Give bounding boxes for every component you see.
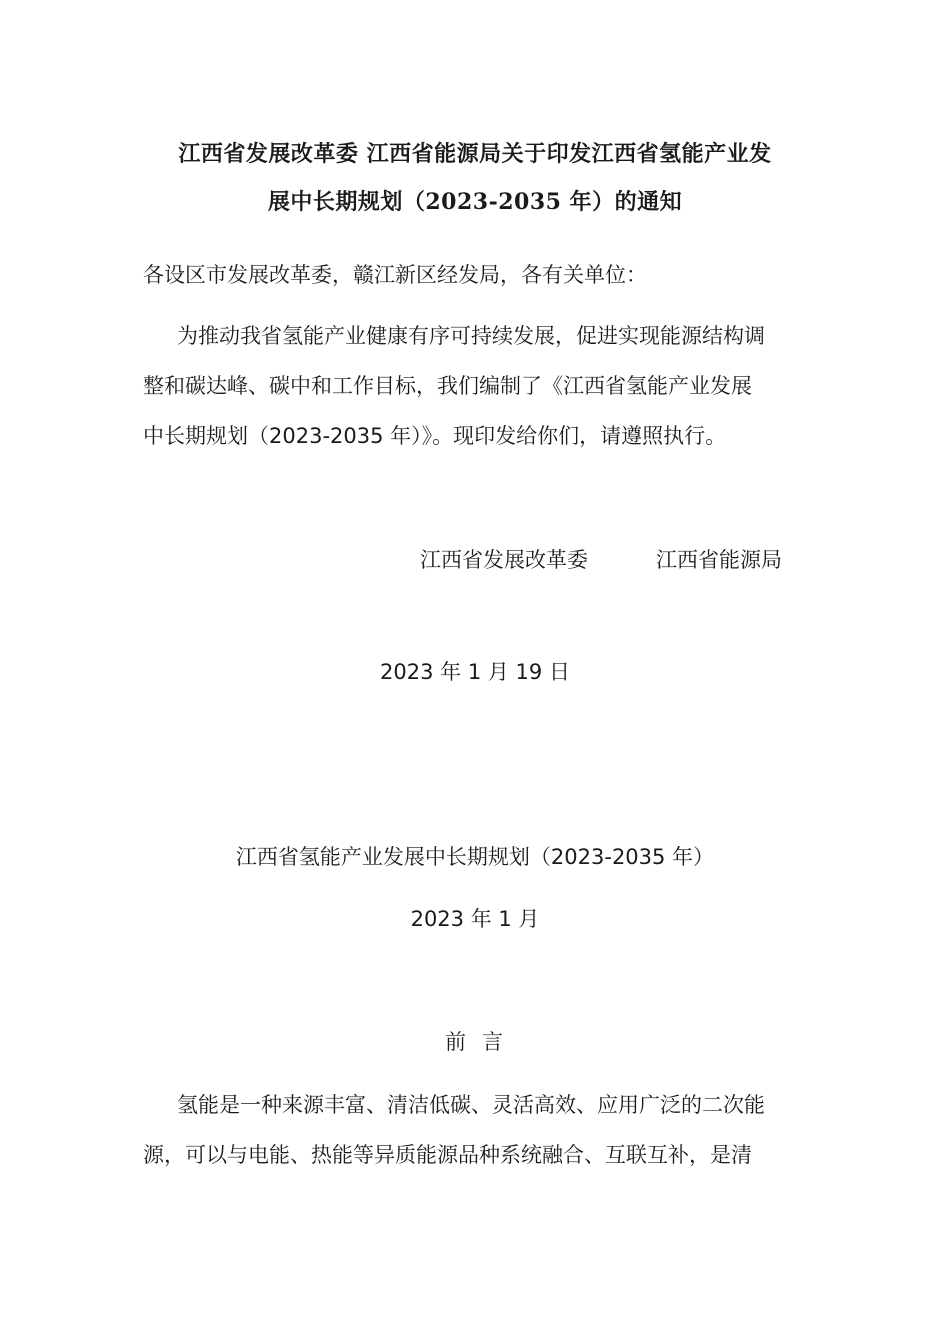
plan-date: 2023 年 1 月 [410,907,540,931]
notice-title-line-2: 展中长期规划（2023-2035 年）的通知 [267,189,683,215]
signer-energy-bureau: 江西省能源局 [656,548,782,572]
issuing-authorities [420,543,782,577]
preface-paragraph [143,1080,808,1180]
paragraph-line: 为推动我省氢能产业健康有序可持续发展，促进实现能源结构调 [177,324,765,348]
notice-title [140,130,810,226]
preface-heading-char: 言 [482,1030,505,1054]
paragraph-line: 氢能是一种来源丰富、清洁低碳、灵活高效、应用广泛的二次能 [177,1093,765,1117]
preface-heading-char: 前 [445,1030,468,1054]
issue-date: 2023 年 1 月 19 日 [380,660,570,684]
paragraph-line: 中长期规划（2023-2035 年）》。现印发给你们，请遵照执行。 [143,424,727,448]
notice-title-line-1: 江西省发展改革委 江西省能源局关于印发江西省氢能产业发 [178,141,772,167]
notice-body-paragraph [143,311,808,461]
preface-heading [0,1025,950,1059]
salutation: 各设区市发展改革委，赣江新区经发局，各有关单位： [143,263,647,287]
plan-title: 江西省氢能产业发展中长期规划（2023-2035 年） [235,845,715,869]
paragraph-line: 整和碳达峰、碳中和工作目标，我们编制了《江西省氢能产业发展 [143,374,752,398]
paragraph-line: 源，可以与电能、热能等异质能源品种系统融合、互联互补，是清 [143,1143,752,1167]
signer-ndrc: 江西省发展改革委 [420,548,588,572]
